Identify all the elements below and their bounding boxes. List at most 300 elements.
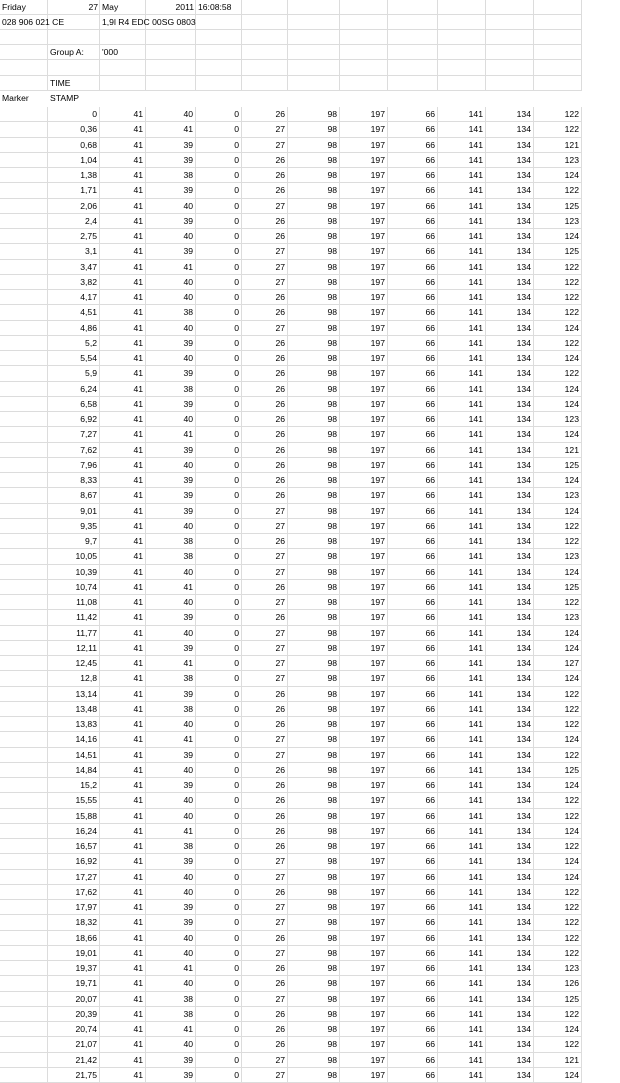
- value-cell[interactable]: 26: [242, 610, 288, 625]
- value-cell[interactable]: 98: [288, 290, 340, 305]
- marker-cell[interactable]: [0, 946, 48, 961]
- value-cell[interactable]: 66: [388, 717, 438, 732]
- value-cell[interactable]: 0: [196, 702, 242, 717]
- value-cell[interactable]: 0: [196, 580, 242, 595]
- time-stamp-cell[interactable]: 20,07: [48, 992, 100, 1007]
- time-stamp-cell[interactable]: 4,17: [48, 290, 100, 305]
- value-cell[interactable]: 134: [486, 183, 534, 198]
- time-stamp-cell[interactable]: 3,1: [48, 244, 100, 259]
- value-cell[interactable]: 141: [438, 412, 486, 427]
- value-cell[interactable]: 134: [486, 824, 534, 839]
- value-cell[interactable]: 39: [146, 488, 196, 503]
- sheet-cell[interactable]: [196, 60, 242, 76]
- value-cell[interactable]: 41: [100, 336, 146, 351]
- value-cell[interactable]: 41: [100, 641, 146, 656]
- sheet-cell[interactable]: [288, 15, 340, 30]
- value-cell[interactable]: 134: [486, 427, 534, 442]
- value-cell[interactable]: 121: [534, 1053, 582, 1068]
- value-cell[interactable]: 134: [486, 671, 534, 686]
- value-cell[interactable]: 134: [486, 610, 534, 625]
- time-stamp-cell[interactable]: 16,24: [48, 824, 100, 839]
- value-cell[interactable]: 41: [146, 260, 196, 275]
- value-cell[interactable]: 27: [242, 595, 288, 610]
- value-cell[interactable]: 66: [388, 763, 438, 778]
- value-cell[interactable]: 141: [438, 778, 486, 793]
- value-cell[interactable]: 125: [534, 458, 582, 473]
- time-stamp-cell[interactable]: 0: [48, 107, 100, 122]
- marker-cell[interactable]: [0, 488, 48, 503]
- value-cell[interactable]: 197: [340, 504, 388, 519]
- value-cell[interactable]: 134: [486, 168, 534, 183]
- value-cell[interactable]: 40: [146, 412, 196, 427]
- time-stamp-cell[interactable]: 21,07: [48, 1037, 100, 1052]
- value-cell[interactable]: 26: [242, 763, 288, 778]
- value-cell[interactable]: 197: [340, 717, 388, 732]
- value-cell[interactable]: 134: [486, 854, 534, 869]
- value-cell[interactable]: 66: [388, 382, 438, 397]
- value-cell[interactable]: 98: [288, 519, 340, 534]
- marker-cell[interactable]: [0, 839, 48, 854]
- value-cell[interactable]: 124: [534, 321, 582, 336]
- marker-cell[interactable]: [0, 1022, 48, 1037]
- value-cell[interactable]: 27: [242, 900, 288, 915]
- value-cell[interactable]: 134: [486, 702, 534, 717]
- sheet-cell[interactable]: [242, 76, 288, 91]
- value-cell[interactable]: 141: [438, 687, 486, 702]
- value-cell[interactable]: 98: [288, 732, 340, 747]
- value-cell[interactable]: 98: [288, 793, 340, 808]
- value-cell[interactable]: 197: [340, 641, 388, 656]
- value-cell[interactable]: 197: [340, 1068, 388, 1083]
- value-cell[interactable]: 66: [388, 290, 438, 305]
- value-cell[interactable]: 0: [196, 732, 242, 747]
- value-cell[interactable]: 124: [534, 671, 582, 686]
- value-cell[interactable]: 197: [340, 168, 388, 183]
- value-cell[interactable]: 66: [388, 549, 438, 564]
- value-cell[interactable]: 134: [486, 473, 534, 488]
- value-cell[interactable]: 141: [438, 885, 486, 900]
- time-stamp-cell[interactable]: 14,84: [48, 763, 100, 778]
- value-cell[interactable]: 134: [486, 138, 534, 153]
- value-cell[interactable]: 124: [534, 473, 582, 488]
- sheet-cell[interactable]: [288, 60, 340, 76]
- sheet-cell[interactable]: [438, 76, 486, 91]
- value-cell[interactable]: 98: [288, 458, 340, 473]
- value-cell[interactable]: 66: [388, 168, 438, 183]
- marker-cell[interactable]: [0, 595, 48, 610]
- value-cell[interactable]: 122: [534, 275, 582, 290]
- value-cell[interactable]: 0: [196, 976, 242, 991]
- value-cell[interactable]: 26: [242, 824, 288, 839]
- value-cell[interactable]: 66: [388, 702, 438, 717]
- value-cell[interactable]: 41: [146, 732, 196, 747]
- value-cell[interactable]: 134: [486, 305, 534, 320]
- value-cell[interactable]: 98: [288, 763, 340, 778]
- value-cell[interactable]: 98: [288, 336, 340, 351]
- marker-cell[interactable]: [0, 138, 48, 153]
- value-cell[interactable]: 41: [100, 702, 146, 717]
- value-cell[interactable]: 125: [534, 580, 582, 595]
- value-cell[interactable]: 39: [146, 473, 196, 488]
- value-cell[interactable]: 122: [534, 717, 582, 732]
- value-cell[interactable]: 197: [340, 244, 388, 259]
- sheet-cell[interactable]: [388, 15, 438, 30]
- value-cell[interactable]: 134: [486, 351, 534, 366]
- value-cell[interactable]: 141: [438, 275, 486, 290]
- time-stamp-cell[interactable]: 2,4: [48, 214, 100, 229]
- value-cell[interactable]: 141: [438, 138, 486, 153]
- value-cell[interactable]: 134: [486, 534, 534, 549]
- value-cell[interactable]: 141: [438, 656, 486, 671]
- value-cell[interactable]: 98: [288, 656, 340, 671]
- value-cell[interactable]: 122: [534, 305, 582, 320]
- value-cell[interactable]: 41: [100, 824, 146, 839]
- value-cell[interactable]: 0: [196, 854, 242, 869]
- value-cell[interactable]: 98: [288, 854, 340, 869]
- value-cell[interactable]: 134: [486, 336, 534, 351]
- time-stamp-cell[interactable]: 13,14: [48, 687, 100, 702]
- value-cell[interactable]: 122: [534, 290, 582, 305]
- value-cell[interactable]: 38: [146, 534, 196, 549]
- sheet-cell[interactable]: [242, 0, 288, 15]
- marker-cell[interactable]: [0, 992, 48, 1007]
- value-cell[interactable]: 40: [146, 565, 196, 580]
- value-cell[interactable]: 66: [388, 900, 438, 915]
- value-cell[interactable]: 134: [486, 961, 534, 976]
- value-cell[interactable]: 134: [486, 519, 534, 534]
- time-stamp-cell[interactable]: 16,57: [48, 839, 100, 854]
- sheet-cell[interactable]: [388, 60, 438, 76]
- value-cell[interactable]: 98: [288, 305, 340, 320]
- value-cell[interactable]: 38: [146, 549, 196, 564]
- sheet-cell[interactable]: [146, 76, 196, 91]
- value-cell[interactable]: 134: [486, 778, 534, 793]
- value-cell[interactable]: 141: [438, 854, 486, 869]
- value-cell[interactable]: 0: [196, 199, 242, 214]
- value-cell[interactable]: 141: [438, 809, 486, 824]
- time-stamp-cell[interactable]: 5,54: [48, 351, 100, 366]
- value-cell[interactable]: 41: [100, 168, 146, 183]
- value-cell[interactable]: 125: [534, 992, 582, 1007]
- value-cell[interactable]: 141: [438, 931, 486, 946]
- time-stamp-cell[interactable]: 19,01: [48, 946, 100, 961]
- value-cell[interactable]: 141: [438, 626, 486, 641]
- value-cell[interactable]: 197: [340, 260, 388, 275]
- value-cell[interactable]: 134: [486, 412, 534, 427]
- value-cell[interactable]: 27: [242, 1053, 288, 1068]
- marker-cell[interactable]: [0, 305, 48, 320]
- sheet-cell[interactable]: [534, 60, 582, 76]
- sheet-cell[interactable]: [0, 45, 48, 60]
- time-stamp-cell[interactable]: 12,8: [48, 671, 100, 686]
- value-cell[interactable]: 66: [388, 122, 438, 137]
- value-cell[interactable]: 40: [146, 763, 196, 778]
- value-cell[interactable]: 122: [534, 122, 582, 137]
- value-cell[interactable]: 98: [288, 321, 340, 336]
- value-cell[interactable]: 134: [486, 1068, 534, 1083]
- time-stamp-cell[interactable]: 14,51: [48, 748, 100, 763]
- value-cell[interactable]: 0: [196, 1037, 242, 1052]
- value-cell[interactable]: 40: [146, 290, 196, 305]
- value-cell[interactable]: 41: [100, 549, 146, 564]
- value-cell[interactable]: 141: [438, 976, 486, 991]
- value-cell[interactable]: 41: [100, 214, 146, 229]
- value-cell[interactable]: 141: [438, 107, 486, 122]
- value-cell[interactable]: 0: [196, 275, 242, 290]
- value-cell[interactable]: 125: [534, 199, 582, 214]
- value-cell[interactable]: 134: [486, 915, 534, 930]
- marker-cell[interactable]: [0, 565, 48, 580]
- marker-cell[interactable]: [0, 336, 48, 351]
- value-cell[interactable]: 26: [242, 702, 288, 717]
- value-cell[interactable]: 26: [242, 168, 288, 183]
- value-cell[interactable]: 26: [242, 809, 288, 824]
- value-cell[interactable]: 141: [438, 702, 486, 717]
- value-cell[interactable]: 197: [340, 885, 388, 900]
- value-cell[interactable]: 41: [100, 229, 146, 244]
- value-cell[interactable]: 98: [288, 702, 340, 717]
- time-stamp-cell[interactable]: 1,71: [48, 183, 100, 198]
- sheet-cell[interactable]: [486, 45, 534, 60]
- sheet-cell[interactable]: [100, 30, 146, 45]
- value-cell[interactable]: 41: [100, 488, 146, 503]
- value-cell[interactable]: 123: [534, 153, 582, 168]
- value-cell[interactable]: 66: [388, 214, 438, 229]
- value-cell[interactable]: 39: [146, 900, 196, 915]
- value-cell[interactable]: 0: [196, 305, 242, 320]
- value-cell[interactable]: 41: [100, 519, 146, 534]
- time-stamp-cell[interactable]: 16,92: [48, 854, 100, 869]
- marker-cell[interactable]: [0, 610, 48, 625]
- value-cell[interactable]: 26: [242, 717, 288, 732]
- value-cell[interactable]: 27: [242, 1068, 288, 1083]
- value-cell[interactable]: 122: [534, 748, 582, 763]
- value-cell[interactable]: 41: [100, 976, 146, 991]
- value-cell[interactable]: 0: [196, 336, 242, 351]
- sheet-cell[interactable]: [100, 60, 146, 76]
- value-cell[interactable]: 141: [438, 580, 486, 595]
- value-cell[interactable]: 41: [146, 961, 196, 976]
- value-cell[interactable]: 98: [288, 1068, 340, 1083]
- value-cell[interactable]: 134: [486, 885, 534, 900]
- value-cell[interactable]: 41: [100, 839, 146, 854]
- value-cell[interactable]: 41: [100, 183, 146, 198]
- value-cell[interactable]: 197: [340, 610, 388, 625]
- value-cell[interactable]: 39: [146, 504, 196, 519]
- value-cell[interactable]: 40: [146, 107, 196, 122]
- value-cell[interactable]: 134: [486, 656, 534, 671]
- sheet-cell[interactable]: [242, 15, 288, 30]
- sheet-cell[interactable]: [288, 45, 340, 60]
- value-cell[interactable]: 124: [534, 641, 582, 656]
- sheet-cell[interactable]: [146, 30, 196, 45]
- value-cell[interactable]: 122: [534, 946, 582, 961]
- value-cell[interactable]: 197: [340, 214, 388, 229]
- time-stamp-cell[interactable]: 19,71: [48, 976, 100, 991]
- value-cell[interactable]: 122: [534, 336, 582, 351]
- value-cell[interactable]: 141: [438, 641, 486, 656]
- value-cell[interactable]: 26: [242, 976, 288, 991]
- value-cell[interactable]: 41: [100, 793, 146, 808]
- value-cell[interactable]: 27: [242, 854, 288, 869]
- value-cell[interactable]: 134: [486, 1022, 534, 1037]
- value-cell[interactable]: 0: [196, 961, 242, 976]
- time-stamp-cell[interactable]: 4,86: [48, 321, 100, 336]
- value-cell[interactable]: 122: [534, 809, 582, 824]
- sheet-cell[interactable]: [388, 30, 438, 45]
- value-cell[interactable]: 0: [196, 900, 242, 915]
- value-cell[interactable]: 122: [534, 931, 582, 946]
- marker-cell[interactable]: [0, 580, 48, 595]
- value-cell[interactable]: 197: [340, 199, 388, 214]
- value-cell[interactable]: 27: [242, 565, 288, 580]
- time-stamp-cell[interactable]: 10,74: [48, 580, 100, 595]
- value-cell[interactable]: 98: [288, 610, 340, 625]
- value-cell[interactable]: 66: [388, 809, 438, 824]
- value-cell[interactable]: 197: [340, 946, 388, 961]
- value-cell[interactable]: 98: [288, 870, 340, 885]
- value-cell[interactable]: 98: [288, 809, 340, 824]
- value-cell[interactable]: 66: [388, 443, 438, 458]
- value-cell[interactable]: 197: [340, 565, 388, 580]
- value-cell[interactable]: 66: [388, 778, 438, 793]
- sheet-cell[interactable]: [534, 15, 582, 30]
- value-cell[interactable]: 123: [534, 610, 582, 625]
- value-cell[interactable]: 41: [100, 397, 146, 412]
- sheet-cell[interactable]: [242, 60, 288, 76]
- value-cell[interactable]: 26: [242, 1037, 288, 1052]
- marker-cell[interactable]: [0, 1037, 48, 1052]
- time-stamp-cell[interactable]: 17,97: [48, 900, 100, 915]
- value-cell[interactable]: 27: [242, 122, 288, 137]
- value-cell[interactable]: 66: [388, 885, 438, 900]
- value-cell[interactable]: 122: [534, 183, 582, 198]
- value-cell[interactable]: 197: [340, 427, 388, 442]
- marker-cell[interactable]: [0, 549, 48, 564]
- sheet-cell[interactable]: [438, 0, 486, 15]
- value-cell[interactable]: 134: [486, 458, 534, 473]
- time-stamp-cell[interactable]: 18,32: [48, 915, 100, 930]
- value-cell[interactable]: 98: [288, 626, 340, 641]
- value-cell[interactable]: 26: [242, 305, 288, 320]
- time-stamp-cell[interactable]: 12,45: [48, 656, 100, 671]
- value-cell[interactable]: 39: [146, 138, 196, 153]
- value-cell[interactable]: 66: [388, 1037, 438, 1052]
- value-cell[interactable]: 0: [196, 641, 242, 656]
- value-cell[interactable]: 0: [196, 778, 242, 793]
- value-cell[interactable]: 66: [388, 1007, 438, 1022]
- value-cell[interactable]: 39: [146, 641, 196, 656]
- value-cell[interactable]: 26: [242, 687, 288, 702]
- value-cell[interactable]: 124: [534, 229, 582, 244]
- sheet-cell[interactable]: [388, 0, 438, 15]
- value-cell[interactable]: 41: [100, 763, 146, 778]
- value-cell[interactable]: 66: [388, 748, 438, 763]
- value-cell[interactable]: 0: [196, 397, 242, 412]
- sheet-cell[interactable]: [534, 0, 582, 15]
- value-cell[interactable]: 26: [242, 839, 288, 854]
- value-cell[interactable]: 197: [340, 519, 388, 534]
- value-cell[interactable]: 98: [288, 122, 340, 137]
- value-cell[interactable]: 66: [388, 870, 438, 885]
- value-cell[interactable]: 197: [340, 153, 388, 168]
- value-cell[interactable]: 66: [388, 915, 438, 930]
- value-cell[interactable]: 41: [100, 748, 146, 763]
- value-cell[interactable]: 40: [146, 458, 196, 473]
- value-cell[interactable]: 26: [242, 290, 288, 305]
- value-cell[interactable]: 141: [438, 870, 486, 885]
- time-stamp-cell[interactable]: 11,77: [48, 626, 100, 641]
- value-cell[interactable]: 0: [196, 915, 242, 930]
- value-cell[interactable]: 0: [196, 260, 242, 275]
- value-cell[interactable]: 66: [388, 931, 438, 946]
- time-stamp-cell[interactable]: 15,55: [48, 793, 100, 808]
- value-cell[interactable]: 41: [146, 427, 196, 442]
- value-cell[interactable]: 98: [288, 260, 340, 275]
- sheet-cell[interactable]: [196, 45, 242, 60]
- value-cell[interactable]: 41: [100, 1068, 146, 1083]
- value-cell[interactable]: 0: [196, 626, 242, 641]
- time-stamp-cell[interactable]: 2,06: [48, 199, 100, 214]
- time-stamp-cell[interactable]: 21,42: [48, 1053, 100, 1068]
- marker-cell[interactable]: [0, 244, 48, 259]
- value-cell[interactable]: 66: [388, 412, 438, 427]
- value-cell[interactable]: 98: [288, 1022, 340, 1037]
- time-stamp-cell[interactable]: 3,47: [48, 260, 100, 275]
- time-stamp-cell[interactable]: 8,33: [48, 473, 100, 488]
- marker-cell[interactable]: [0, 168, 48, 183]
- value-cell[interactable]: 98: [288, 565, 340, 580]
- value-cell[interactable]: 40: [146, 885, 196, 900]
- time-stamp-cell[interactable]: 8,67: [48, 488, 100, 503]
- value-cell[interactable]: 197: [340, 443, 388, 458]
- value-cell[interactable]: 122: [534, 687, 582, 702]
- value-cell[interactable]: 40: [146, 946, 196, 961]
- value-cell[interactable]: 134: [486, 687, 534, 702]
- value-cell[interactable]: 66: [388, 504, 438, 519]
- value-cell[interactable]: 39: [146, 1053, 196, 1068]
- value-cell[interactable]: 122: [534, 702, 582, 717]
- time-stamp-cell[interactable]: 21,75: [48, 1068, 100, 1083]
- value-cell[interactable]: 98: [288, 671, 340, 686]
- value-cell[interactable]: 126: [534, 976, 582, 991]
- value-cell[interactable]: 0: [196, 366, 242, 381]
- time-stamp-cell[interactable]: 11,42: [48, 610, 100, 625]
- value-cell[interactable]: 0: [196, 153, 242, 168]
- marker-cell[interactable]: [0, 824, 48, 839]
- value-cell[interactable]: 27: [242, 870, 288, 885]
- value-cell[interactable]: 0: [196, 885, 242, 900]
- value-cell[interactable]: 141: [438, 260, 486, 275]
- marker-cell[interactable]: [0, 382, 48, 397]
- time-stamp-cell[interactable]: 17,62: [48, 885, 100, 900]
- value-cell[interactable]: 141: [438, 1068, 486, 1083]
- time-stamp-cell[interactable]: 6,92: [48, 412, 100, 427]
- marker-cell[interactable]: [0, 870, 48, 885]
- marker-cell[interactable]: [0, 854, 48, 869]
- value-cell[interactable]: 66: [388, 854, 438, 869]
- time-stamp-cell[interactable]: 20,74: [48, 1022, 100, 1037]
- value-cell[interactable]: 41: [100, 610, 146, 625]
- time-stamp-cell[interactable]: 4,51: [48, 305, 100, 320]
- value-cell[interactable]: 122: [534, 839, 582, 854]
- marker-cell[interactable]: [0, 183, 48, 198]
- time-stamp-cell[interactable]: 6,24: [48, 382, 100, 397]
- value-cell[interactable]: 26: [242, 366, 288, 381]
- value-cell[interactable]: 66: [388, 595, 438, 610]
- value-cell[interactable]: 66: [388, 610, 438, 625]
- value-cell[interactable]: 141: [438, 1037, 486, 1052]
